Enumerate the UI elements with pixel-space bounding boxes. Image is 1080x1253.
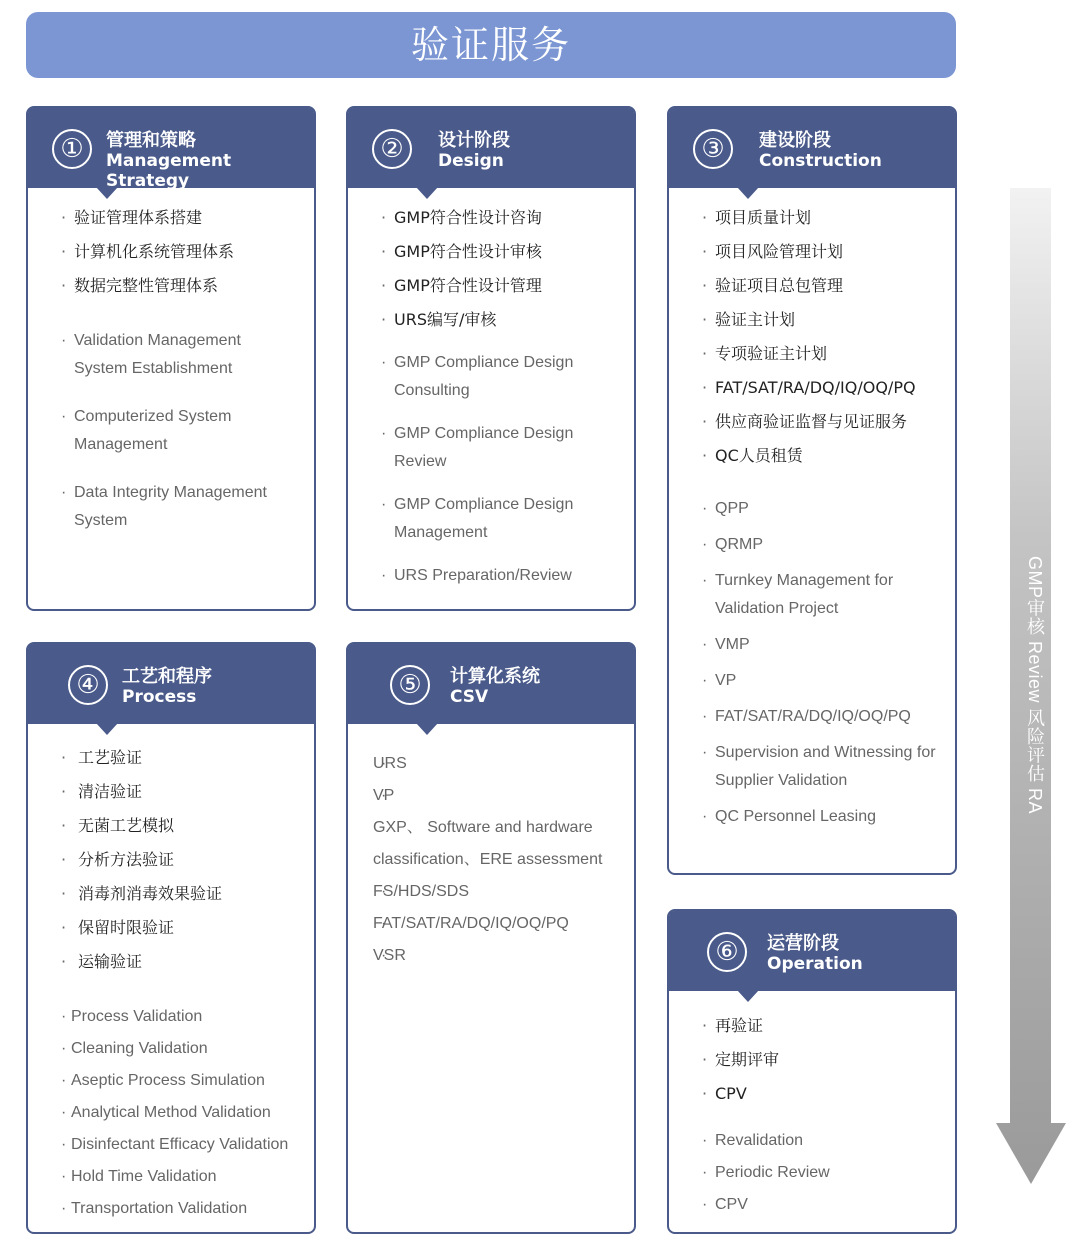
list-item: · Computerized System Management	[28, 403, 314, 459]
card-title-cn: 计算化系统	[450, 666, 540, 687]
list-item: · 项目风险管理计划	[669, 235, 955, 269]
list-item: · QRMP	[669, 531, 955, 559]
card-header	[669, 108, 955, 188]
list-item: · GMP符合性设计审核	[348, 235, 634, 269]
step-number-1: ①	[52, 129, 92, 169]
list-item: · Turnkey Management for Validation Project	[669, 567, 955, 623]
list-item: · Analytical Method Validation	[28, 1097, 314, 1129]
step-number-5: ⑤	[390, 665, 430, 705]
list-item: · VP	[669, 667, 955, 695]
list-item: · Process Validation	[28, 1001, 314, 1033]
list-item: · 工艺验证	[28, 741, 314, 775]
list-item: · VSR	[348, 940, 634, 972]
arrow-label: GMP审核 Review 风险评估 RA	[1025, 556, 1045, 815]
list-item: · Supervision and Witnessing for Supplier Validation	[669, 739, 955, 795]
list-item: · 专项验证主计划	[669, 337, 955, 371]
list-item: · Transportation Validation	[28, 1193, 314, 1225]
list-item: · 分析方法验证	[28, 843, 314, 877]
list-item: · CPV	[669, 1077, 955, 1111]
list-item: · 计算机化系统管理体系	[28, 235, 314, 269]
list-item: · 验证管理体系搭建	[28, 201, 314, 235]
card-header	[28, 644, 314, 724]
list-item: · QC Personnel Leasing	[669, 803, 955, 831]
card-header	[28, 108, 314, 191]
step-number-2: ②	[372, 129, 412, 169]
card-title-cn: 工艺和程序	[122, 666, 212, 687]
list-item: · Data Integrity Management System	[28, 479, 314, 535]
card-title-en: Process	[122, 687, 197, 707]
list-item: · 项目质量计划	[669, 201, 955, 235]
step-number-4: ④	[68, 665, 108, 705]
card-operation	[667, 909, 957, 1234]
list-item: · FAT/SAT/RA/DQ/IQ/OQ/PQ	[669, 703, 955, 731]
card-title-cn: 建设阶段	[759, 130, 831, 151]
list-item: · VMP	[669, 631, 955, 659]
card-title-en: Design	[438, 151, 504, 171]
list-item: · URS Preparation/Review	[348, 562, 634, 590]
list-item: · Aseptic Process Simulation	[28, 1065, 314, 1097]
list-item: · Validation Management System Establishment	[28, 327, 314, 383]
card-title-en: Operation	[767, 954, 863, 974]
list-item: · 再验证	[669, 1009, 955, 1043]
card-title-cn: 设计阶段	[438, 130, 510, 151]
list-item: · GMP Compliance Design Consulting	[348, 349, 634, 405]
list-item: · QPP	[669, 495, 955, 523]
list-item: · 供应商验证监督与见证服务	[669, 405, 955, 439]
list-item: · 无菌工艺模拟	[28, 809, 314, 843]
card-header	[348, 644, 634, 724]
list-item: · URS编写/审核	[348, 303, 634, 337]
card-title-en: CSV	[450, 687, 489, 707]
list-item: · VP	[348, 780, 634, 812]
card-header	[348, 108, 634, 188]
card-process	[26, 642, 316, 1234]
step-number-6: ⑥	[707, 932, 747, 972]
card-design	[346, 106, 636, 611]
card-title-en: Management Strategy	[106, 151, 232, 191]
list-item: · Cleaning Validation	[28, 1033, 314, 1065]
card-management-strategy	[26, 106, 316, 611]
list-item: · 清洁验证	[28, 775, 314, 809]
list-item: · FS/HDS/SDS	[348, 876, 634, 908]
list-item: · GMP Compliance Design Review	[348, 420, 634, 476]
list-item: · 数据完整性管理体系	[28, 269, 314, 303]
card-construction	[667, 106, 957, 875]
card-title-cn: 管理和策略	[106, 130, 196, 151]
list-item: · FAT/SAT/RA/DQ/IQ/OQ/PQ	[348, 908, 634, 940]
list-item: · Periodic Review	[669, 1157, 955, 1189]
list-item: · Revalidation	[669, 1125, 955, 1157]
list-item: · GMP符合性设计咨询	[348, 201, 634, 235]
list-item: · FAT/SAT/RA/DQ/IQ/OQ/PQ	[669, 371, 955, 405]
card-title-en: Construction	[759, 151, 882, 171]
list-item: · 验证主计划	[669, 303, 955, 337]
list-item: · CPV	[669, 1189, 955, 1221]
list-item: · 消毒剂消毒效果验证	[28, 877, 314, 911]
card-title-cn: 运营阶段	[767, 933, 839, 954]
step-number-3: ③	[693, 129, 733, 169]
list-item: · GXP、 Software and hardware classification、ERE assessment	[348, 812, 634, 876]
list-item: · 保留时限验证	[28, 911, 314, 945]
list-item: · Disinfectant Efficacy Validation	[28, 1129, 314, 1161]
card-header	[669, 911, 955, 991]
list-item: · GMP符合性设计管理	[348, 269, 634, 303]
page-title: 验证服务	[26, 12, 956, 78]
list-item: · GMP Compliance Design Management	[348, 491, 634, 547]
card-csv	[346, 642, 636, 1234]
list-item: · 定期评审	[669, 1043, 955, 1077]
list-item: · QC人员租赁	[669, 439, 955, 473]
list-item: · 验证项目总包管理	[669, 269, 955, 303]
list-item: · Hold Time Validation	[28, 1161, 314, 1193]
list-item: · 运输验证	[28, 945, 314, 979]
list-item: · URS	[348, 748, 634, 780]
